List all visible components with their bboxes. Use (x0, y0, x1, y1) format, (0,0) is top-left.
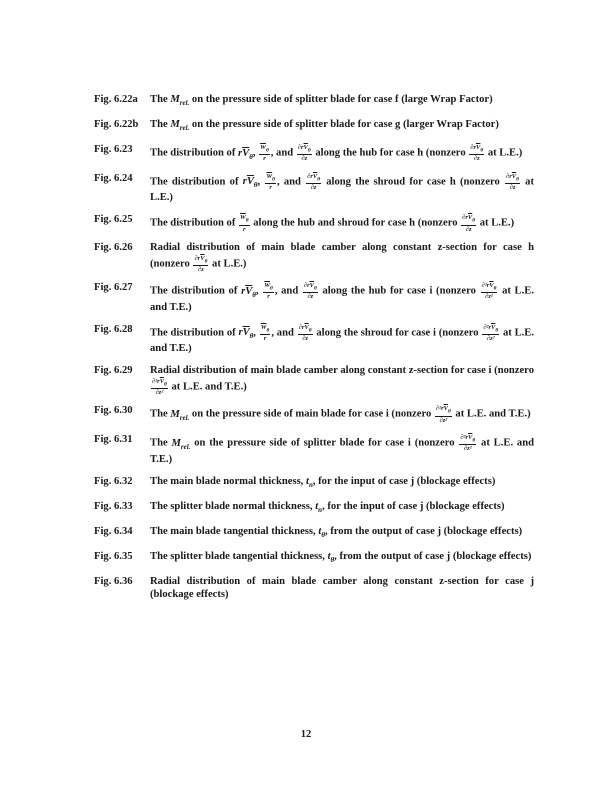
caption-text: The (150, 408, 171, 420)
caption-text: Radial distribution of main blade camber along constant z-section for case h (nonzero (150, 241, 534, 270)
math-fraction: $\frac{\partial^2r\overline{V}_\theta}{\text{∂z²}}$ (435, 405, 451, 424)
math-fraction: $\frac{\partial^2r\overline{V}_\theta}{\text{∂z²}}$ (483, 323, 499, 342)
caption-text: The (150, 94, 171, 105)
caption-text: on the pressure side of splitter blade for case f (large Wrap Factor) (189, 94, 493, 105)
figure-entry (94, 365, 534, 396)
caption-text: along the hub and shroud for case h (nonzero (250, 217, 461, 229)
caption-text: at L.E.) (150, 176, 534, 204)
figure-label: Fig. 6.25 (94, 214, 133, 226)
math-rv-theta: $r\overline{V}_\theta$ (241, 285, 256, 299)
figure-caption (150, 173, 534, 205)
math-rv-theta: $r\overline{V}_\theta$ (238, 147, 253, 161)
caption-text: at L.E. and T.E.) (452, 408, 531, 420)
caption-text: along the shroud for case h (nonzero (322, 176, 505, 188)
caption-text: at L.E.) (477, 217, 515, 229)
figure-caption (150, 434, 534, 466)
math-fraction: $\frac{\partial^2r\overline{V}_\theta}{\text{∂z²}}$ (481, 282, 497, 301)
caption-text: , from the output of case j (blockage effects) (334, 550, 532, 562)
figure-label: Fig. 6.35 (94, 550, 133, 562)
figure-label: Fig. 6.36 (94, 575, 133, 587)
figure-caption (150, 282, 534, 314)
figure-caption (150, 501, 534, 517)
caption-text: along the hub for case i (nonzero (318, 285, 480, 297)
caption-text: along the shroud for case i (nonzero (313, 327, 482, 339)
caption-text: The main blade normal thickness, (150, 475, 306, 487)
math-fraction: $\frac{\partial^2r\overline{V}_\theta}{\text{∂z²}}$ (152, 377, 167, 397)
caption-text: , (257, 176, 265, 188)
caption-text: , (255, 285, 263, 297)
figure-label: Fig. 6.22a (94, 94, 138, 105)
figure-caption (150, 214, 534, 232)
caption-text: The splitter blade normal thickness, (150, 500, 316, 512)
caption-text: at L.E. and T.E.) (150, 437, 534, 465)
figure-entry (94, 576, 534, 602)
math-t-n: $t_n$ (305, 475, 313, 489)
math-fraction: $\frac{\partial r\overline{V}_\theta}{\partial z}$ (506, 172, 519, 192)
math-m-rel: $M_{rel.}$ (170, 408, 190, 423)
math-fraction: $\frac{\partial r\overline{V}_\theta}{\partial z}$ (462, 214, 476, 233)
math-fraction: $\frac{\overline{W}_\theta}{r}$ (260, 323, 270, 342)
caption-text: The distribution of (150, 327, 239, 339)
caption-text: , and (276, 176, 306, 188)
figure-list (94, 94, 534, 611)
figure-entry (94, 405, 534, 425)
math-fraction: $\frac{\overline{W}_\theta}{r}$ (264, 282, 273, 301)
math-fraction: $\frac{\overline{W}_\theta}{r}$ (260, 144, 269, 163)
figure-label: Fig. 6.27 (94, 282, 133, 294)
math-t-theta: $t_\theta$ (327, 550, 335, 564)
caption-text: The distribution of (150, 285, 242, 297)
caption-text: at L.E.) (485, 147, 523, 159)
figure-label: Fig. 6.28 (94, 323, 133, 335)
figure-caption (150, 144, 534, 164)
caption-text: The main blade tangential thickness, (150, 525, 319, 537)
caption-text: , from the output of case j (blockage effects) (324, 525, 523, 537)
caption-text: The splitter blade tangential thickness, (150, 550, 328, 562)
figure-label: Fig. 6.33 (94, 500, 133, 512)
caption-text: , for the input of case j (blockage effects) (322, 500, 505, 512)
figure-label: Fig. 6.31 (94, 434, 133, 446)
math-fraction: $\frac{\partial r\overline{V}_\theta}{\partial z}$ (470, 144, 484, 163)
math-rv-theta: $r\overline{V}_\theta$ (238, 327, 254, 341)
caption-text: The distribution of (150, 217, 239, 229)
figure-caption (150, 119, 534, 135)
figure-caption (150, 324, 534, 356)
math-t-theta: $t_\theta$ (318, 525, 325, 539)
figure-caption (150, 476, 534, 492)
math-m-rel: $M_{rel.}$ (171, 437, 191, 451)
figure-entry (94, 144, 534, 164)
caption-text: on the pressure side of main blade for case i (nonzero (189, 408, 434, 420)
math-fraction: $\frac{\partial r\overline{V}_\theta}{\partial z}$ (307, 172, 321, 192)
math-fraction: $\frac{\overline{W}_\theta}{r}$ (266, 172, 275, 192)
math-rv-theta: $r\overline{V}_\theta$ (242, 176, 258, 190)
figure-caption (150, 365, 534, 396)
figure-label: Fig. 6.24 (94, 172, 133, 184)
caption-text: , (253, 327, 259, 339)
caption-text: The distribution of (150, 176, 243, 188)
figure-entry (94, 94, 534, 110)
caption-text: on the pressure side of splitter blade for case g (larger Wrap Factor) (189, 119, 499, 131)
figure-label: Fig. 6.26 (94, 241, 133, 253)
figure-caption (150, 242, 534, 273)
figure-caption (150, 526, 534, 542)
caption-text: , and (274, 285, 302, 297)
figure-entry (94, 173, 534, 205)
caption-text: Radial distribution of main blade camber along constant z-section for case j (blockage effects) (150, 575, 534, 600)
figure-entry (94, 119, 534, 135)
figure-label: Fig. 6.29 (94, 365, 133, 377)
math-m-rel: $M_{rel.}$ (170, 94, 190, 108)
figure-entry (94, 551, 534, 567)
caption-text: The (150, 119, 171, 131)
figure-label: Fig. 6.23 (94, 144, 133, 156)
caption-text: , and (270, 147, 296, 159)
figure-label: Fig. 6.30 (94, 405, 133, 417)
caption-text: at L.E. and T.E.) (150, 285, 534, 313)
figure-entry (94, 282, 534, 314)
caption-text: on the pressure side of splitter blade for case i (nonzero (190, 437, 459, 449)
math-fraction: $\frac{\overline{W}_\theta}{r}$ (240, 214, 249, 233)
figure-label: Fig. 6.32 (94, 475, 133, 487)
figure-entry (94, 242, 534, 273)
caption-text: Radial distribution of main blade camber along constant z-section for case i (nonzero (150, 365, 534, 377)
figure-entry (94, 476, 534, 492)
figure-entry (94, 434, 534, 466)
caption-text: at L.E.) (209, 258, 247, 270)
caption-text: at L.E. and T.E.) (150, 327, 535, 355)
math-fraction: $\frac{\partial^2r\overline{V}_\theta}{\text{∂z²}}$ (460, 434, 476, 453)
figure-caption (150, 576, 534, 602)
math-fraction: $\frac{\partial r\overline{V}_\theta}{\partial z}$ (303, 282, 317, 301)
math-fraction: $\frac{\partial r\overline{V}_\theta}{\partial z}$ (297, 144, 311, 163)
figure-caption (150, 551, 534, 567)
caption-text: at L.E. and T.E.) (168, 381, 247, 393)
figure-entry (94, 324, 534, 356)
figure-entry (94, 501, 534, 517)
caption-text: The distribution of (150, 147, 239, 159)
figure-label: Fig. 6.34 (94, 525, 133, 537)
figure-entry (94, 214, 534, 232)
figure-caption (150, 405, 534, 425)
math-m-rel: $M_{rel.}$ (170, 119, 190, 133)
math-fraction: $\frac{\partial r\overline{V}_\theta}{\partial z}$ (194, 254, 208, 273)
caption-text: , (252, 147, 259, 159)
caption-text: along the hub for case h (nonzero (312, 147, 469, 159)
math-t-n: $t_n$ (315, 500, 323, 514)
figure-entry (94, 526, 534, 542)
math-fraction: $\frac{\partial r\overline{V}_\theta}{\partial z}$ (298, 323, 312, 342)
caption-text: The (150, 437, 172, 449)
caption-text: , and (271, 327, 297, 339)
figure-label: Fig. 6.22b (94, 119, 139, 131)
page-number: 12 (300, 729, 312, 740)
caption-text: , for the input of case j (blockage effects) (312, 475, 496, 487)
figure-caption (150, 94, 534, 110)
